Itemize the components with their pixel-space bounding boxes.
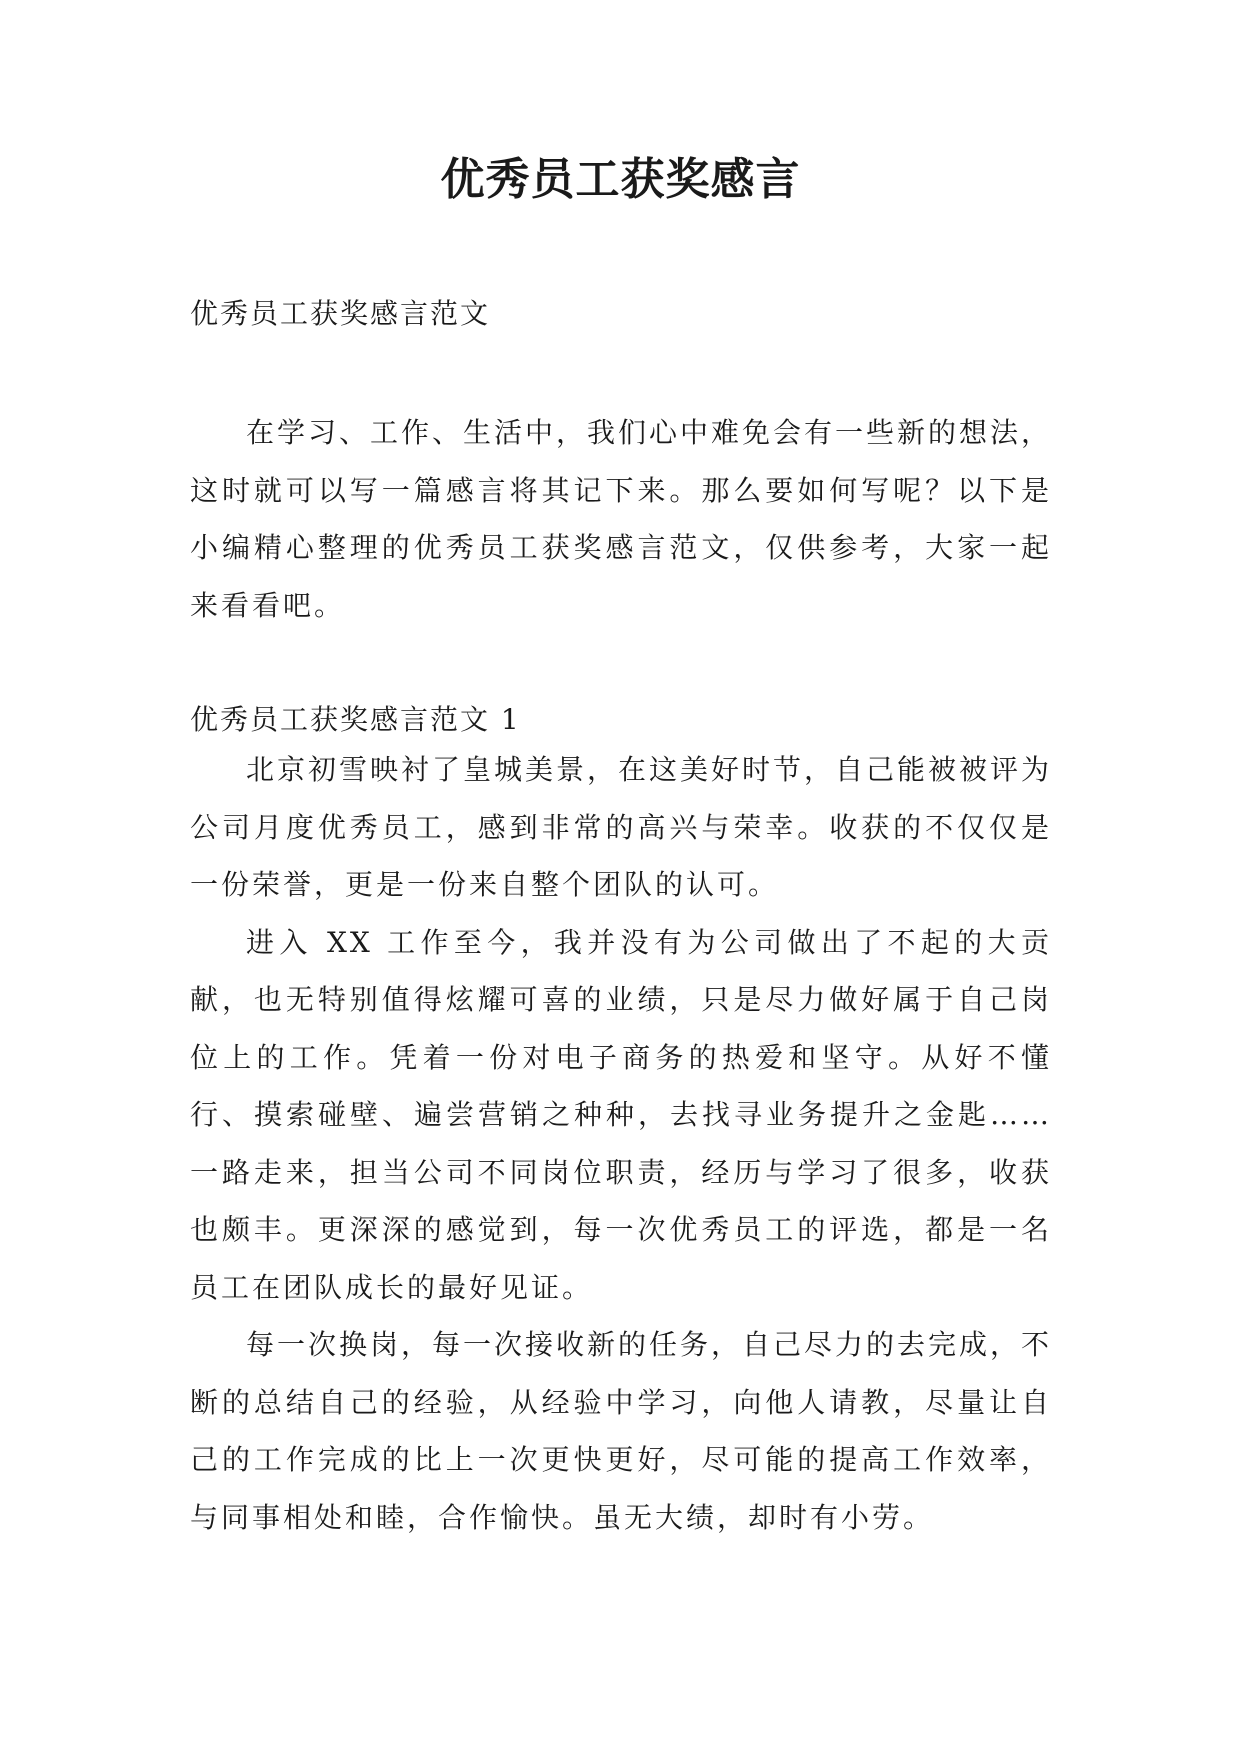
intro-paragraph: 在学习、工作、生活中，我们心中难免会有一些新的想法，这时就可以写一篇感言将其记下来。那么要如何写呢？以下是小编精心整理的优秀员工获奖感言范文，仅供参考，大家一起来看看吧。 [190, 416, 1053, 622]
body-text [190, 741, 1052, 1546]
intro-block [190, 404, 1052, 634]
body-paragraph: 进入 XX 工作至今，我并没有为公司做出了不起的大贡献，也无特别值得炫耀可喜的业绩，只是尽力做好属于自己岗位上的工作。凭着一份对电子商务的热爱和坚守。从好不懂行、摸索碰壁、遍尝营销之种种，去找寻业务提升之金匙……一路走来，担当公司不同岗位职责，经历与学习了很多，收获也颇丰。更深深的感觉到，每一次优秀员工的评选，都是一名员工在团队成长的最好见证。 [190, 925, 1052, 1304]
body-paragraph: 北京初雪映衬了皇城美景，在这美好时节，自己能被被评为公司月度优秀员工，感到非常的高兴与荣幸。收获的不仅仅是一份荣誉，更是一份来自整个团队的认可。 [190, 753, 1053, 901]
section-heading: 优秀员工获奖感言范文 1 [190, 703, 521, 736]
document-title: 优秀员工获奖感言 [440, 154, 801, 205]
document-subtitle: 优秀员工获奖感言范文 [190, 297, 491, 330]
body-paragraph: 每一次换岗，每一次接收新的任务，自己尽力的去完成，不断的总结自己的经验，从经验中学习，向他人请教，尽量让自己的工作完成的比上一次更快更好，尽可能的提高工作效率，与同事相处和睦，合作愉快。虽无大绩，却时有小劳。 [190, 1328, 1053, 1534]
